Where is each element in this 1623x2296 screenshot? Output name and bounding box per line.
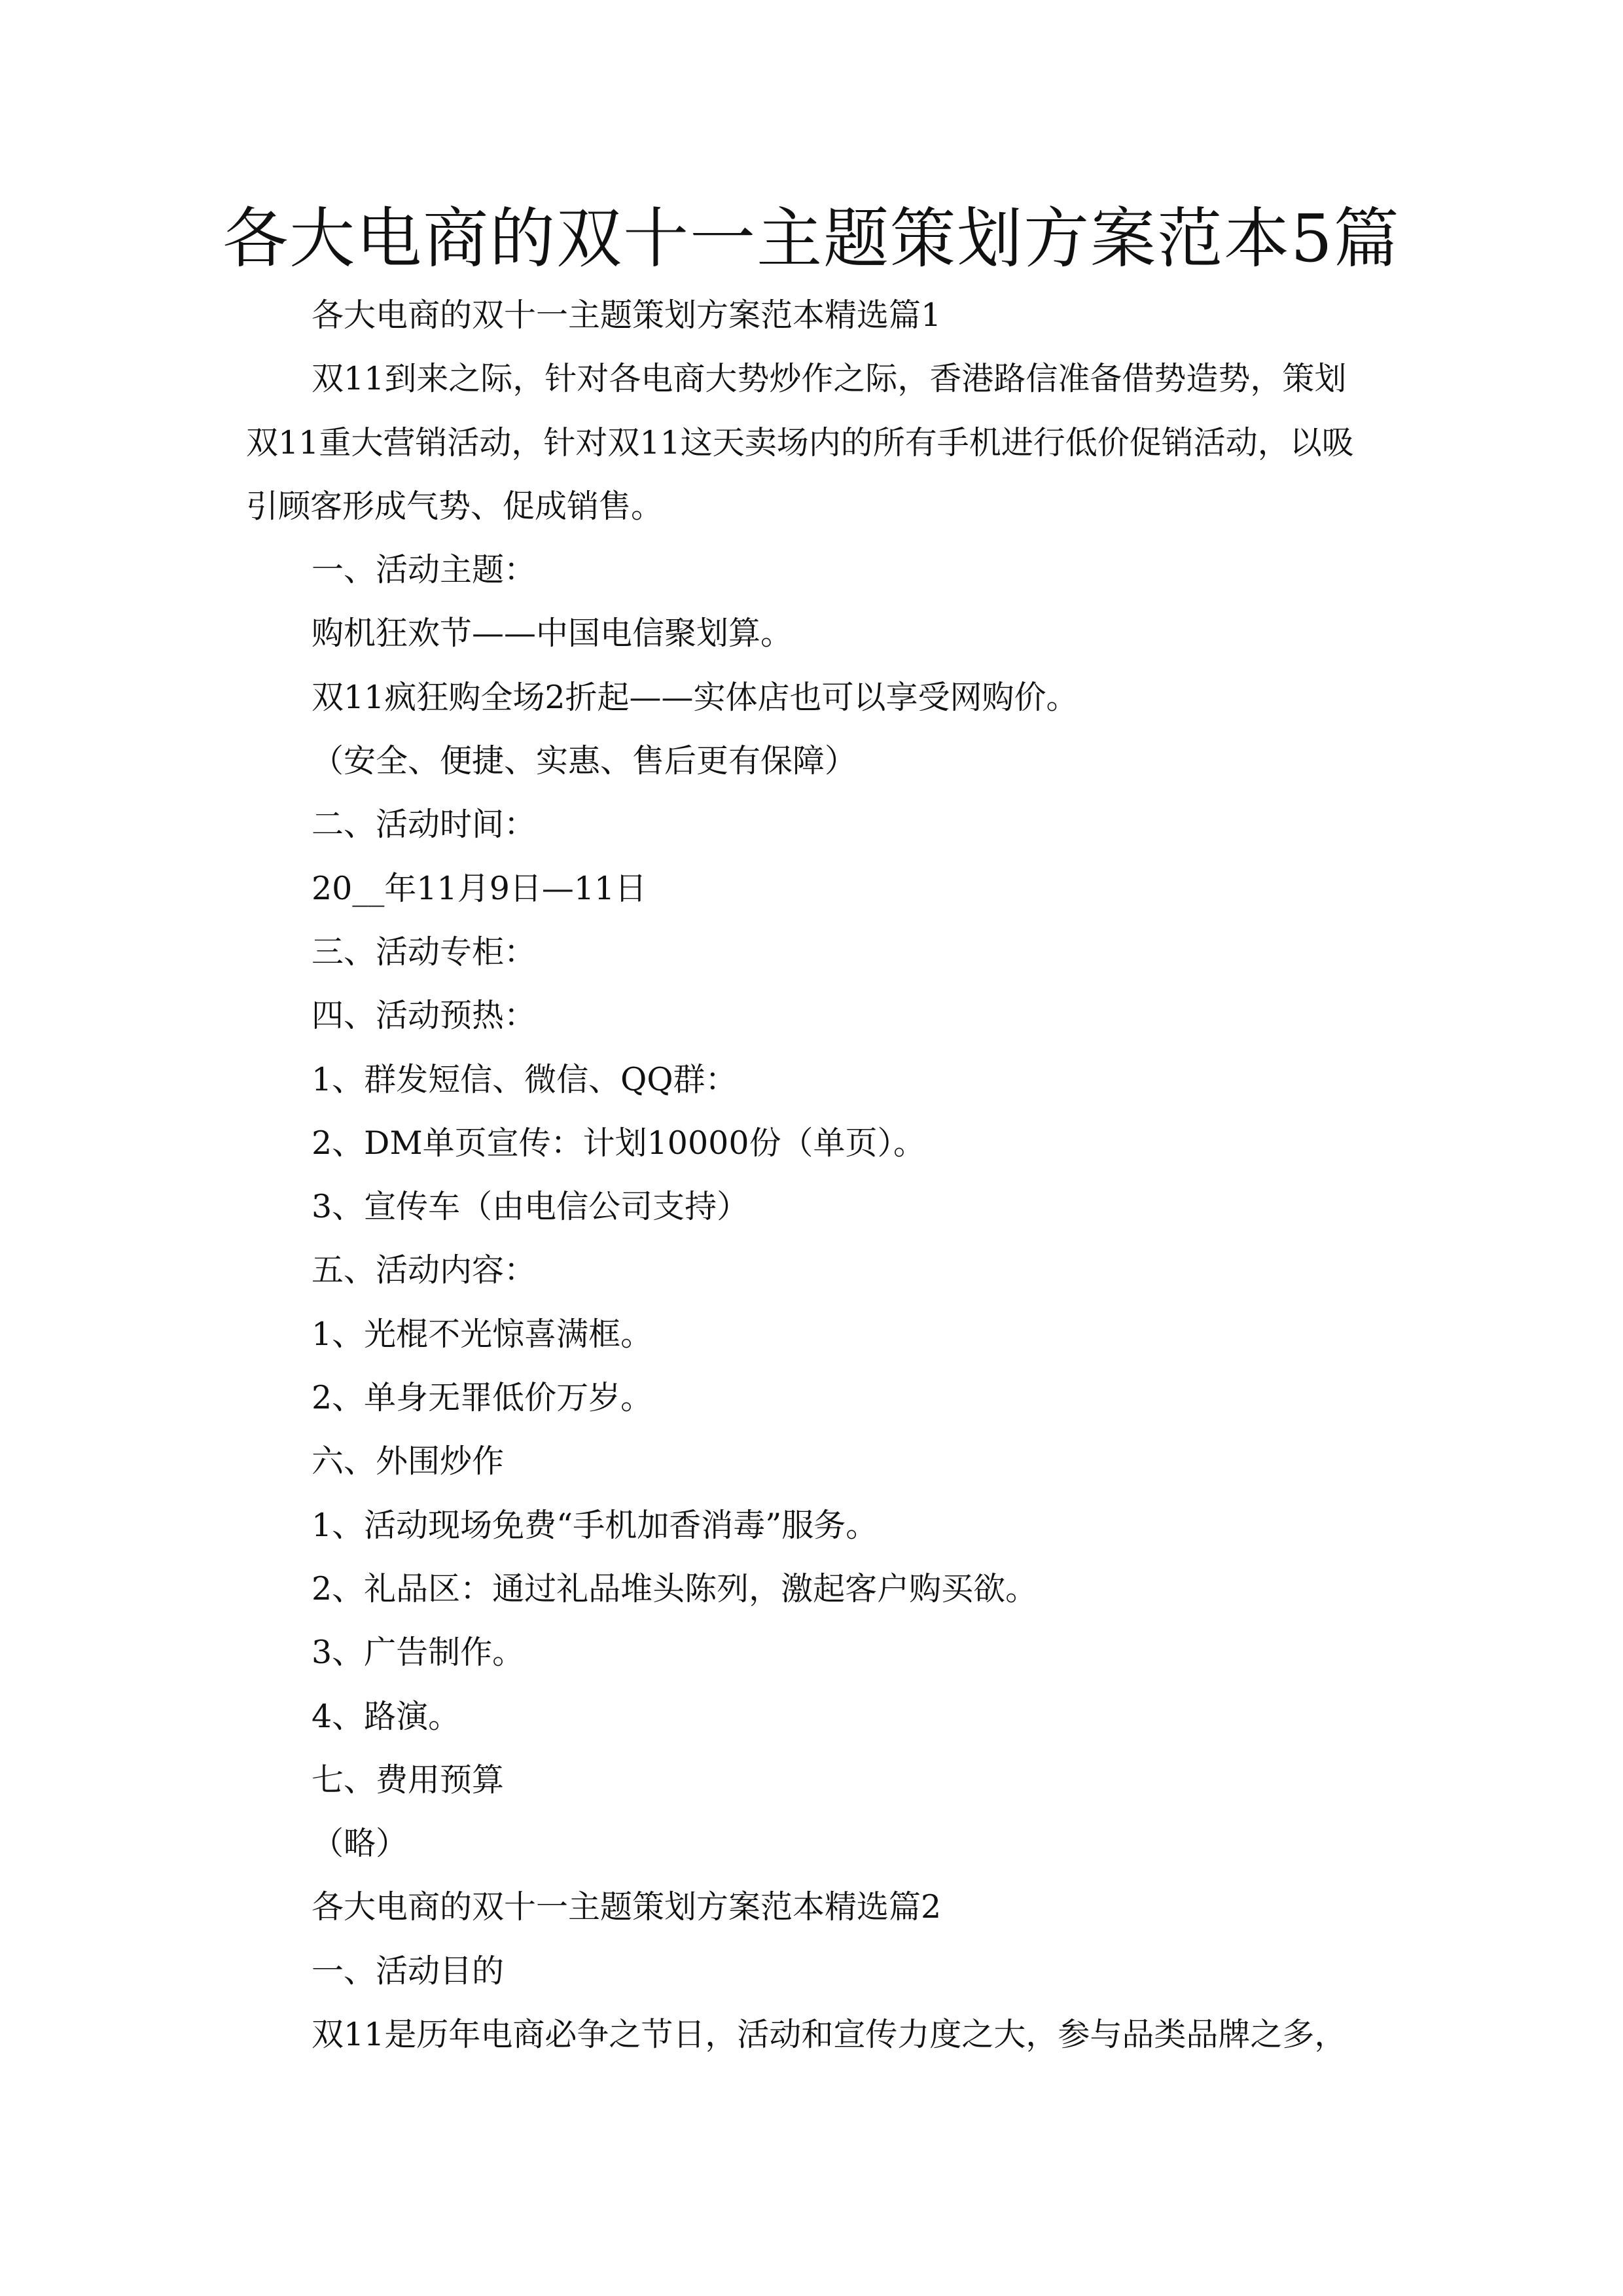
text-line: 1、活动现场免费“手机加香消毒”服务。 — [312, 1506, 878, 1544]
text-line: 双11疯狂购全场2折起——实体店也可以享受网购价。 — [312, 678, 1079, 716]
text-line: 引顾客形成气势、促成销售。 — [246, 487, 664, 525]
text-line: 三、活动专柜： — [312, 933, 537, 971]
text-line: 2、DM单页宣传：计划10000份（单页）。 — [312, 1124, 926, 1162]
text-line: 双11到来之际，针对各电商大势炒作之际，香港路信准备借势造势，策划 — [312, 360, 1347, 398]
text-line: 3、宣传车（由电信公司支持） — [312, 1188, 749, 1226]
document-title: 各大电商的双十一主题策划方案范本5篇 — [223, 200, 1400, 277]
text-line: 购机狂欢节——中国电信聚划算。 — [312, 615, 793, 653]
document-body — [246, 283, 1378, 2066]
text-line: （安全、便捷、实惠、售后更有保障） — [312, 742, 857, 780]
text-line: 五、活动内容： — [312, 1251, 537, 1289]
text-line: 二、活动时间： — [312, 806, 537, 844]
text-line: 双11重大营销活动，针对双11这天卖场内的所有手机进行低价促销活动，以吸 — [246, 423, 1354, 461]
text-line: 一、活动目的 — [312, 1952, 505, 1990]
text-line: 七、费用预算 — [312, 1761, 505, 1799]
text-line: 四、活动预热： — [312, 997, 537, 1035]
text-line: 2、单身无罪低价万岁。 — [312, 1379, 653, 1417]
text-line: 20__年11月9日—11日 — [312, 869, 647, 907]
text-line: 3、广告制作。 — [312, 1634, 525, 1672]
text-line: （略） — [312, 1825, 408, 1863]
text-line: 1、光棍不光惊喜满框。 — [312, 1315, 653, 1353]
text-line: 各大电商的双十一主题策划方案范本精选篇1 — [312, 296, 942, 334]
text-line: 4、路演。 — [312, 1697, 461, 1735]
text-line: 双11是历年电商必争之节日，活动和宣传力度之大，参与品类品牌之多， — [312, 2016, 1347, 2054]
text-line: 各大电商的双十一主题策划方案范本精选篇2 — [312, 1888, 942, 1926]
text-line: 2、礼品区：通过礼品堆头陈列，激起客户购买欲。 — [312, 1570, 1038, 1607]
text-line: 六、外围炒作 — [312, 1443, 505, 1480]
text-line: 1、群发短信、微信、QQ群： — [312, 1060, 738, 1098]
text-line: 一、活动主题： — [312, 551, 537, 589]
